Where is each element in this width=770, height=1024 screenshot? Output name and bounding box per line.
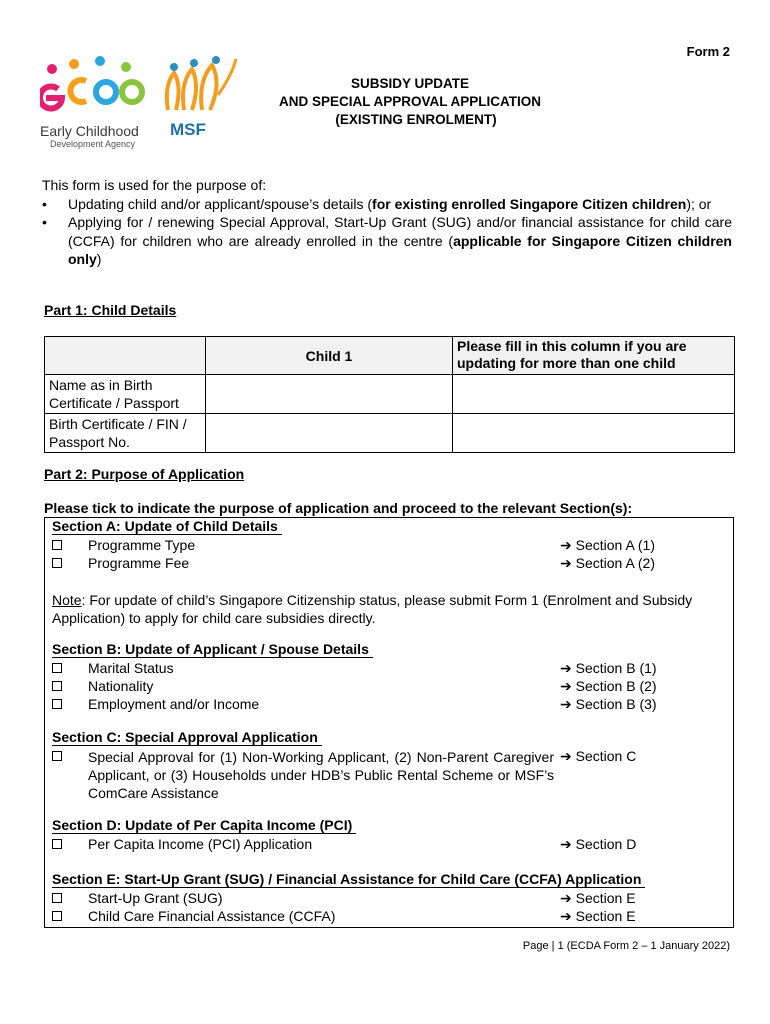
option-label: Programme Fee: [88, 555, 190, 571]
arrow-icon: ➔: [560, 555, 572, 571]
checkbox[interactable]: [52, 751, 62, 761]
option-programme-type: [52, 537, 732, 555]
target-text: Section B (3): [575, 696, 657, 712]
target-text: Section B (1): [575, 660, 657, 676]
checkbox[interactable]: [52, 699, 62, 709]
checkbox[interactable]: [52, 839, 62, 849]
section-a-note: [52, 591, 728, 627]
intro-bullet-2-text: Applying for / renewing Special Approval, Start-Up Grant (SUG) and/or financial assistance for child care (CCFA) for children who are already enrolled in the centre (: [68, 214, 732, 249]
arrow-icon: ➔: [560, 660, 572, 676]
option-label: Programme Type: [88, 537, 196, 553]
col-more-children: Please fill in this column if you are updating for more than one child: [453, 337, 735, 375]
section-e-title: [52, 871, 645, 887]
option-label: Nationality: [88, 678, 154, 694]
option-target: [560, 908, 636, 925]
option-label: Child Care Financial Assistance (CCFA): [88, 908, 336, 924]
section-e-title-text: Section E: Start-Up Grant (SUG) / Financial Assistance for Child Care (CCFA) Application: [52, 871, 645, 888]
title-line2: AND SPECIAL APPROVAL APPLICATION: [278, 94, 542, 109]
option-nationality: [52, 678, 732, 696]
arrow-icon: ➔: [560, 890, 572, 906]
arrow-icon: ➔: [560, 537, 572, 553]
section-c-title-text: Section C: Special Approval Application: [52, 729, 322, 746]
intro-bullet-1: [42, 195, 732, 214]
intro-bullet-1-bold: for existing enrolled Singapore Citizen children: [372, 195, 687, 212]
option-label: Employment and/or Income: [88, 696, 260, 712]
col-child1: Child 1: [206, 337, 453, 375]
section-d-title: [52, 817, 356, 833]
child1-id-input[interactable]: [206, 414, 453, 453]
option-label: Special Approval for (1) Non-Working Applicant, (2) Non-Parent Caregiver Applicant, or (3) Households under HDB’s Public Rental Scheme or MSF’s ComCare Assistance: [88, 749, 554, 801]
option-pci: [52, 836, 732, 854]
intro-section: [42, 176, 732, 269]
option-special-approval: [52, 748, 732, 804]
option-label: Marital Status: [88, 660, 174, 676]
child-details-table: [44, 336, 735, 453]
target-text: Section A (2): [575, 555, 656, 571]
ecda-logo: [40, 55, 150, 150]
option-sug: [52, 890, 732, 908]
option-employment-income: [52, 696, 732, 714]
intro-bullet-1-end: ); or: [686, 195, 712, 212]
option-target: [560, 678, 657, 695]
target-text: Section D: [575, 836, 637, 852]
option-target: [560, 890, 636, 907]
intro-bullet-1-text: Updating child and/or applicant/spouse’s details (: [68, 195, 373, 212]
option-ccfa: [52, 908, 732, 926]
checkbox[interactable]: [52, 893, 62, 903]
target-text: Section B (2): [575, 678, 657, 694]
more-child-name-input[interactable]: [453, 375, 735, 414]
section-b-title-text: Section B: Update of Applicant / Spouse Details: [52, 641, 373, 658]
intro-lead: This form is used for the purpose of:: [42, 177, 267, 193]
child1-name-input[interactable]: [206, 375, 453, 414]
intro-bullet-2-end: ): [96, 251, 102, 267]
option-target: [560, 748, 636, 765]
option-marital-status: [52, 660, 732, 678]
form-title: [225, 75, 595, 129]
checkbox[interactable]: [52, 540, 62, 550]
note-text: : For update of child’s Singapore Citizenship status, please submit Form 1 (Enrolment and Subsidy Application) to apply for child care subsidies directly.: [52, 592, 693, 626]
target-text: Section E: [575, 908, 636, 924]
part2-heading: Part 2: Purpose of Application: [44, 466, 245, 482]
option-target: [560, 660, 657, 677]
checkbox[interactable]: [52, 681, 62, 691]
part2-instruction: Please tick to indicate the purpose of application and proceed to the relevant Section(s):: [44, 500, 633, 516]
intro-bullet-2: [42, 213, 732, 269]
option-target: [560, 836, 636, 853]
target-text: Section A (1): [575, 537, 656, 553]
target-text: Section C: [575, 748, 637, 764]
checkbox[interactable]: [52, 663, 62, 673]
checkbox[interactable]: [52, 558, 62, 568]
sections-box: [44, 517, 734, 928]
ecda-subname: Development Agency: [50, 139, 136, 149]
row-id-label: Birth Certificate / FIN / Passport No.: [45, 414, 206, 453]
title-line3: (EXISTING ENROLMENT): [335, 112, 497, 127]
form-number: Form 2: [686, 44, 730, 59]
section-a-title-text: Section A: Update of Child Details: [52, 518, 282, 535]
target-text: Section E: [575, 890, 636, 906]
section-c-title: [52, 729, 322, 745]
table-corner-cell: [45, 337, 206, 375]
checkbox[interactable]: [52, 911, 62, 921]
more-child-id-input[interactable]: [453, 414, 735, 453]
arrow-icon: ➔: [560, 678, 572, 694]
ecda-name: Early Childhood: [40, 123, 139, 139]
option-label: Per Capita Income (PCI) Application: [88, 836, 313, 852]
section-a-title: [52, 518, 282, 534]
section-d-title-text: Section D: Update of Per Capita Income (PCI): [52, 817, 356, 834]
arrow-icon: ➔: [560, 748, 572, 764]
arrow-icon: ➔: [560, 908, 572, 924]
part1-heading: Part 1: Child Details: [44, 302, 177, 318]
page-footer: Page | 1 (ECDA Form 2 – 1 January 2022): [522, 940, 730, 952]
section-b-title: [52, 641, 373, 657]
option-programme-fee: [52, 555, 732, 573]
note-label: Note: [52, 592, 82, 608]
msf-name: MSF: [170, 120, 206, 139]
row-name-label: Name as in Birth Certificate / Passport: [45, 375, 206, 414]
option-label: Start-Up Grant (SUG): [88, 890, 223, 906]
arrow-icon: ➔: [560, 836, 572, 852]
option-target: [560, 696, 657, 713]
option-target: [560, 537, 655, 554]
option-target: [560, 555, 655, 572]
intro-bullet-2-bold: applicable for Singapore Citizen children only: [68, 232, 732, 267]
title-line1: SUBSIDY UPDATE: [350, 76, 470, 91]
arrow-icon: ➔: [560, 696, 572, 712]
